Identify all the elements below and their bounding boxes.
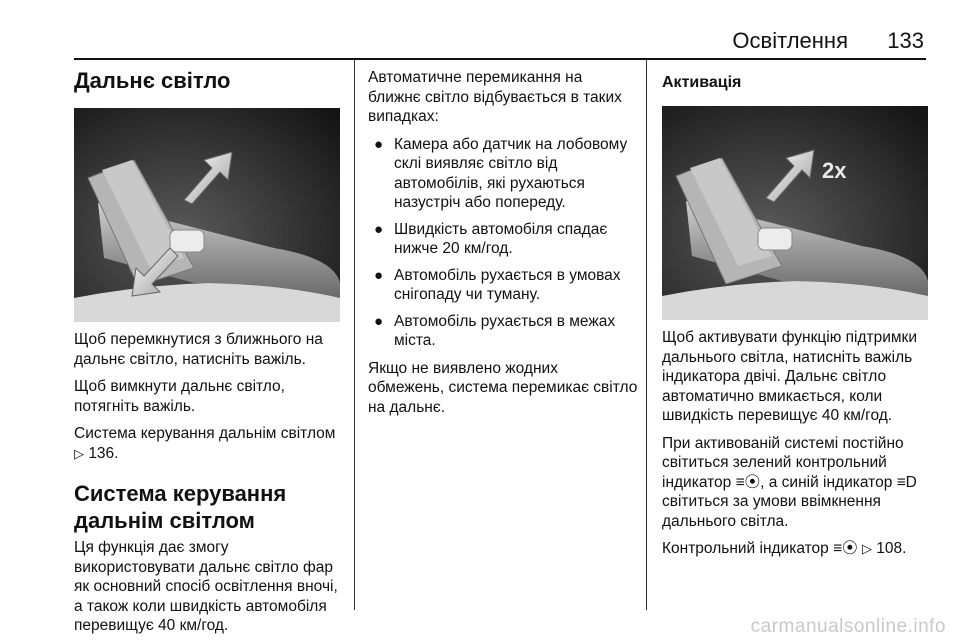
column-2 <box>368 60 638 417</box>
bullet-icon: ● <box>374 266 384 284</box>
section-heading-high-beam: Дальнє світло <box>74 68 231 93</box>
paragraph-pull-lever: Щоб вимкнути дальнє світло, потягніть важіль. <box>74 378 285 415</box>
header-title: Освітлення <box>732 28 848 53</box>
lever-illustration <box>74 108 340 322</box>
column-1 <box>74 60 340 636</box>
watermark: carmanualsonline.info <box>750 616 946 637</box>
bullet-icon: ● <box>374 220 384 238</box>
reference-page: 108. <box>876 540 907 557</box>
bullet-icon: ● <box>374 135 384 153</box>
auto-high-beam-indicator-icon: ≡⦿ <box>833 540 858 557</box>
paragraph-system-reference <box>74 424 340 463</box>
page-number: 133 <box>887 28 924 53</box>
condition-list <box>368 135 638 351</box>
reference-page: 136. <box>88 444 119 462</box>
bullet-icon: ● <box>374 312 384 330</box>
figure-label-2x: 2x <box>822 158 847 183</box>
paragraph-no-restrictions: Якщо не виявлено жодних обмежень, система перемикає світло на дальнє. <box>368 359 638 416</box>
lever-illustration <box>662 106 928 320</box>
list-item: ● Автомобіль рухається в умовах снігопаду чи туману. <box>374 266 621 303</box>
section-heading-activation: Активація <box>662 74 742 91</box>
reference-arrow-icon: ▷ <box>861 541 872 556</box>
auto-high-beam-indicator-icon: ≡⦿ <box>735 473 761 491</box>
paragraph-indicators: При активованій системі постійно світиться зелений контрольний індикатор ≡⦿, а синій індикатор ≡D світиться за умови ввімкнення дальнього світла. <box>662 434 917 530</box>
section-heading-assist: Система керування дальнім світлом <box>74 481 287 533</box>
list-item: ● Камера або датчик на лобовому склі виявляє світло від автомобілів, які рухаються назустріч або попереду. <box>374 135 628 211</box>
list-item: ● Швидкість автомобіля спадає нижче 20 км/год. <box>374 220 608 257</box>
lever-double-push-figure <box>662 106 928 320</box>
column-divider-2 <box>646 60 647 610</box>
list-item: ● Автомобіль рухається в межах міста. <box>374 312 616 349</box>
paragraph-push-lever: Щоб перемкнутися з ближнього на дальнє світло, натисніть важіль. <box>74 331 323 368</box>
column-divider-1 <box>354 60 355 610</box>
paragraph-activate: Щоб активувати функцію підтримки дальнього світла, натисніть важіль індикатора двічі. Дальнє світло автоматично вмикається, коли швидкість перевищує 40 км/год. <box>662 329 917 424</box>
paragraph-auto-switch-intro: Автоматичне перемикання на ближнє світло відбувається в таких випадках: <box>368 69 622 125</box>
reference-text: Система керування дальнім світлом <box>74 425 336 443</box>
paragraph-indicator-reference: Контрольний індикатор ≡⦿ ▷ 108. <box>662 540 907 557</box>
high-beam-indicator-icon: ≡D <box>896 473 917 491</box>
paragraph-assist-description: Ця функція дає змогу використовувати дальнє світло фар як основний спосіб освітлення вночі, а також коли швидкість автомобіля перевищує 40 км/год. <box>74 539 338 635</box>
lever-push-pull-figure <box>74 108 340 322</box>
reference-arrow-icon: ▷ <box>74 445 84 461</box>
column-3 <box>662 60 928 559</box>
